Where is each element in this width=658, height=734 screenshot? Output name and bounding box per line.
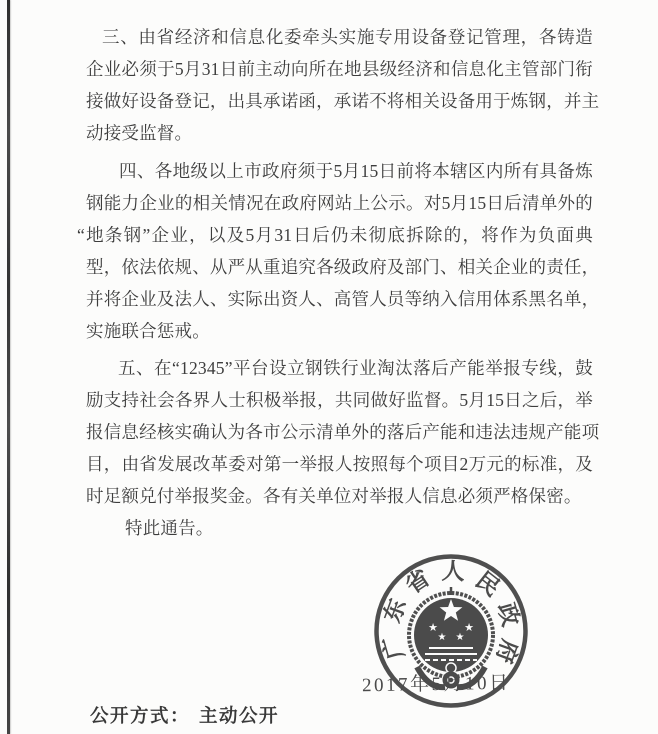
document-body	[77, 21, 600, 544]
text-line: 三、由省经济和信息化委牵头实施专用设备登记管理，各铸造	[102, 27, 593, 47]
star-icon: ★	[455, 632, 465, 643]
seal-char: 广	[378, 632, 409, 662]
gate-line	[429, 647, 473, 649]
text-line: 时足额兑付举报奖金。各有关单位对举报人信息必须严格保密。	[86, 486, 582, 506]
text-line: 钢能力企业的相关情况在政府网站上公示。对5月15日后清单外的	[86, 193, 593, 213]
text-line: 实施联合惩戒。	[86, 321, 210, 341]
paragraph-four	[77, 155, 600, 347]
seal-char: 人	[441, 558, 466, 585]
text-line: 励支持社会各界人士积极举报，共同做好监督。5月15日之后，举	[86, 390, 593, 410]
text-line: 四、各地级以上市政府须于5月15日前将本辖区内所有具备炼	[119, 161, 593, 181]
disclosure-label: 公开方式：	[90, 707, 191, 727]
star-icon: ★	[437, 632, 447, 643]
text-line: 企业必须于5月31日前主动向所在地县级经济和信息化主管部门衔	[86, 59, 593, 79]
seal-char: 府	[491, 636, 523, 667]
seal-char: 民	[470, 567, 505, 602]
scan-edge-artifact	[7, 0, 10, 734]
text-line: 动接受监督。	[86, 123, 193, 143]
text-line: 报信息经核实确认为各市公示清单外的落后产能和违法违规产能项	[86, 422, 600, 442]
text-line: “地条钢”企业，以及5月31日后仍未彻底拆除的，将作为负面典	[77, 225, 593, 245]
seal-char: 省	[401, 564, 435, 599]
seal-char: 东	[379, 595, 411, 626]
disclosure-line	[90, 702, 279, 728]
closing-line: 特此通告。	[125, 518, 214, 538]
text-line: 五、在“12345”平台设立钢铁行业淘汰落后产能举报专线，鼓	[118, 358, 593, 378]
star-icon: ★	[464, 621, 474, 634]
paragraph-five	[86, 352, 600, 512]
seal-char: 政	[493, 600, 524, 630]
text-line: 目，由省发展改革委对第一举报人按照每个项目2万元的标准，及	[86, 454, 593, 474]
star-icon: ★	[428, 621, 438, 634]
text-line: 并将企业及法人、实际出资人、高管人员等纳入信用体系黑名单，	[86, 289, 600, 309]
seal-date: 2017年5月10日	[361, 672, 511, 697]
disclosure-value: 主动公开	[199, 707, 280, 727]
text-line: 型，依法依规、从严从重追究各级政府及部门、相关企业的责任，	[86, 257, 600, 277]
paragraph-three	[86, 21, 600, 149]
gate-line	[425, 653, 477, 655]
text-line: 接做好设备登记，出具承诺函，承诺不将相关设备用于炼钢，并主	[86, 91, 600, 111]
